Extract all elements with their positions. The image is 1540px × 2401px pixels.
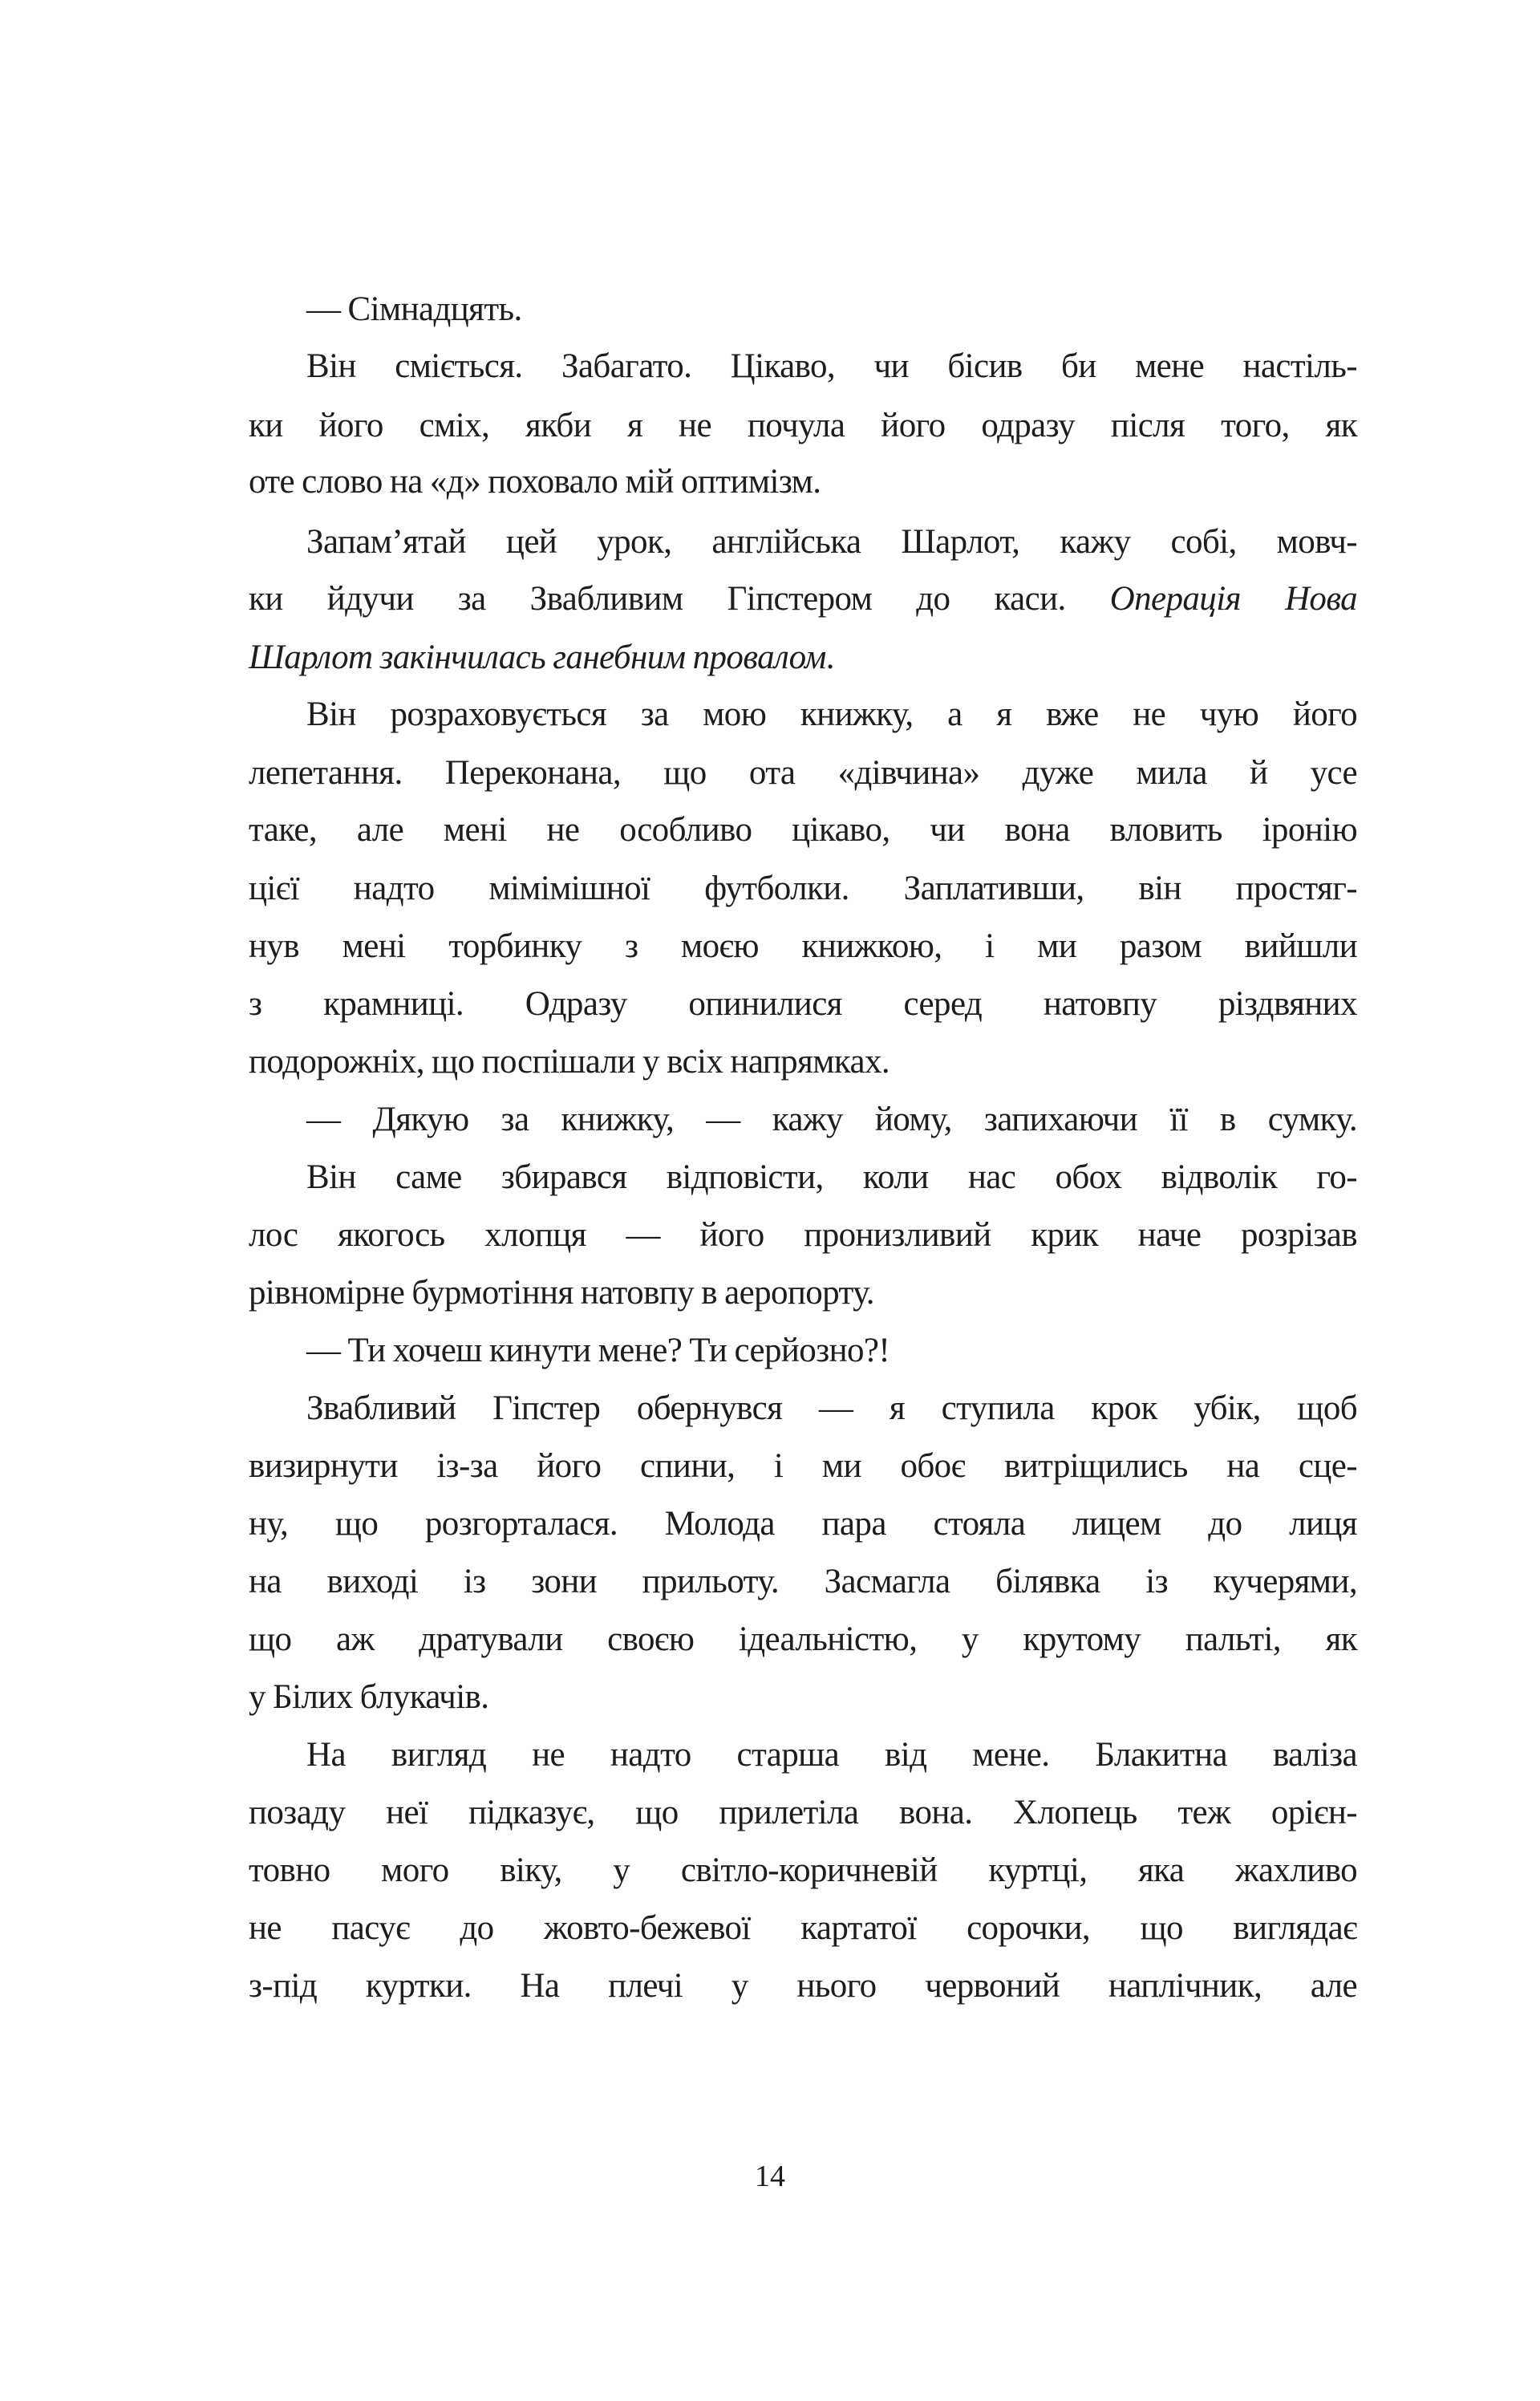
text-line: з крамниці. Одразу опинилися серед натовпу різдвяних <box>249 985 1357 1023</box>
text-line: не пасує до жовто-бежевої картатої сорочки, що виглядає <box>249 1909 1357 1947</box>
page-number: 14 <box>755 2160 785 2193</box>
text-line: ки його сміх, якби я не почула його одразу після того, як <box>249 407 1357 444</box>
text-line: Запам’ятай цей урок, англійська Шарлот, кажу собі, мовч- <box>306 523 1357 561</box>
text-segment: ки йдучи за Звабливим Гіпстером до каси. <box>249 580 1066 618</box>
text-line: на виході із зони прильоту. Засмагла білявка із кучерями, <box>249 1563 1357 1600</box>
italic-segment: Операція Нова <box>1109 580 1357 618</box>
text-line: — Дякую за книжку, — кажу йому, запихаючи її в сумку. <box>306 1101 1357 1138</box>
text-line: — Ти хочеш кинути мене? Ти серйозно?! <box>306 1332 890 1369</box>
text-line: визирнути із-за його спини, і ми обоє витріщились на сце- <box>249 1447 1357 1485</box>
text-line: Він саме збирався відповісти, коли нас обох відволік го- <box>306 1158 1357 1196</box>
text-line-italic <box>249 629 1357 687</box>
text-line: лос якогось хлопця — його пронизливий крик наче розрізав <box>249 1216 1357 1254</box>
text-line: Він сміється. Забагато. Цікаво, чи бісив би мене настіль- <box>306 347 1357 385</box>
text-line: цієї надто мімімішної футболки. Заплативши, він простяг- <box>249 870 1357 907</box>
text-segment: . <box>825 639 834 676</box>
text-line: На вигляд не надто старша від мене. Блакитна валіза <box>306 1736 1357 1774</box>
text-line: — Сімнадцять. <box>306 290 522 328</box>
text-line: нув мені торбинку з моєю книжкою, і ми разом вийшли <box>249 927 1357 965</box>
text-line: з-під куртки. На плечі у нього червоний наплічник, але <box>249 1967 1357 2005</box>
text-line: що аж дратували своєю ідеальністю, у крутому пальті, як <box>249 1620 1357 1658</box>
text-line: Він розраховується за мою книжку, а я вже не чую його <box>306 696 1357 733</box>
text-line: ну, що розгорталася. Молода пара стояла лицем до лиця <box>249 1505 1357 1543</box>
text-line: оте слово на «д» поховало мій оптимізм. <box>249 463 821 501</box>
text-line: лепетання. Переконана, що ота «дівчина» дуже мила й усе <box>249 754 1357 792</box>
text-line: рівномірне бурмотіння натовпу в аеропорту. <box>249 1274 874 1312</box>
text-line: товно мого віку, у світло-коричневій куртці, яка жахливо <box>249 1851 1357 1889</box>
text-line: Звабливий Гіпстер обернувся — я ступила крок убік, щоб <box>306 1389 1357 1427</box>
italic-segment: Шарлот закінчилась ганебним провалом <box>249 639 826 676</box>
text-line: у Білих блукачів. <box>249 1678 489 1716</box>
text-line: позаду неї підказує, що прилетіла вона. Хлопець теж орієн- <box>249 1794 1357 1831</box>
text-line: таке, але мені не особливо цікаво, чи вона вловить іронію <box>249 811 1357 849</box>
text-line: подорожніх, що поспішали у всіх напрямках. <box>249 1043 890 1081</box>
text-line-mixed <box>249 570 1357 628</box>
